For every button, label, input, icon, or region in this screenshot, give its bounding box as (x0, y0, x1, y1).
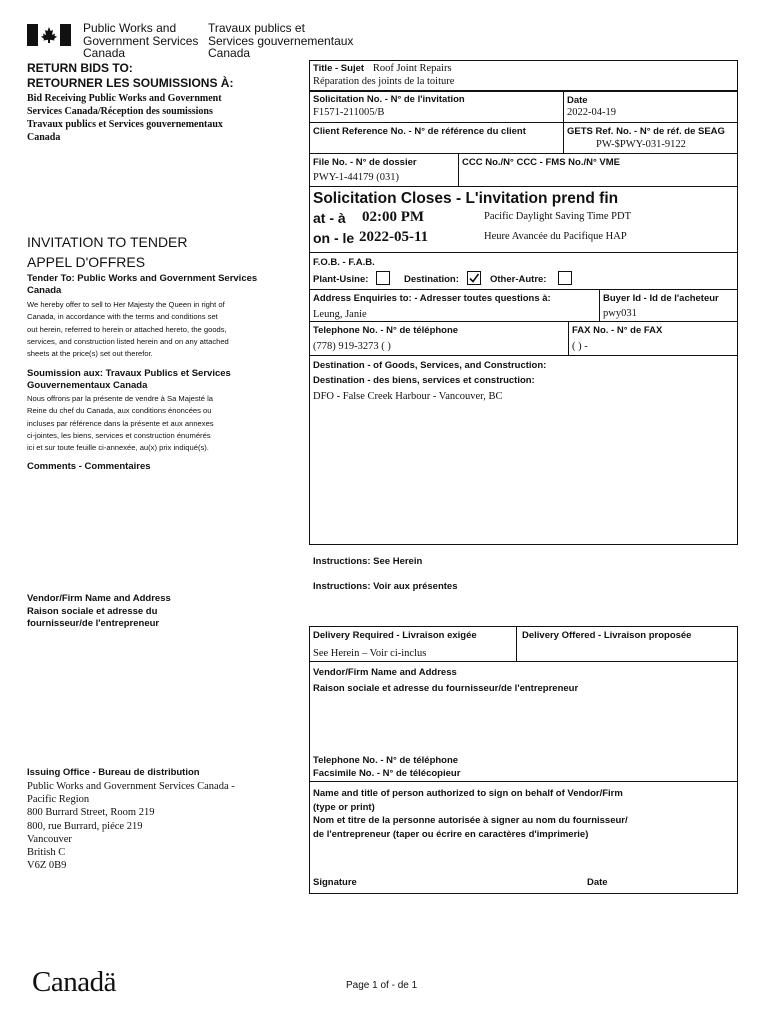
address-enquiries-value: Leung, Janie (313, 309, 367, 320)
gets-label: GETS Ref. No. - N° de réf. de SEAG (567, 126, 725, 137)
file-label: File No. - N° de dossier (313, 157, 417, 168)
checkmark-icon (468, 272, 480, 284)
other-autre-checkbox[interactable] (558, 271, 572, 285)
fax-value: ( ) - (572, 341, 588, 352)
destination-goods-value: DFO - False Creek Harbour - Vancouver, BC (313, 391, 503, 402)
page-number: Page 1 of - de 1 (346, 980, 418, 991)
closes-tz-en: Pacific Daylight Saving Time PDT (484, 211, 631, 222)
issuing-office-address: Public Works and Government Services Canada - Pacific Region 800 Burrard Street, Room 219 800, rue Burrard, piéce 219 Vancouver British C V6Z 0B9 (27, 781, 235, 872)
destination-checkbox[interactable] (467, 271, 481, 285)
solicitation-value: F1571-211005/B (313, 107, 385, 118)
title-label: Title - Sujet (313, 63, 365, 74)
title-value-fr: Réparation des joints de la toiture (313, 76, 455, 87)
date-value: 2022-04-19 (567, 107, 616, 118)
telephone-value: (778) 919-3273 ( ) (313, 341, 391, 352)
destination-goods-label-fr: Destination - des biens, services et construction: (313, 375, 535, 386)
invitation-title: INVITATION TO TENDER APPEL D'OFFRES (27, 234, 188, 270)
destination-goods-label-en: Destination - of Goods, Services, and Construction: (313, 360, 547, 371)
gets-value: PW-$PWY-031-9122 (596, 139, 686, 150)
destination-label: Destination: (404, 274, 459, 285)
plant-usine-label: Plant-Usine: (313, 274, 369, 285)
telephone-label: Telephone No. - N° de téléphone (313, 325, 459, 336)
vendor-label-en: Vendor/Firm Name and Address (313, 667, 457, 678)
closes-time: 02:00 PM (362, 209, 425, 225)
date-label: Date (567, 95, 588, 106)
address-enquiries-label: Address Enquiries to: - Adresser toutes questions à: (313, 293, 551, 304)
tender-to: Tender To: Public Works and Government Services Canada (27, 273, 258, 296)
signature-date-label: Date (587, 877, 608, 888)
buyer-label: Buyer Id - Id de l'acheteur (603, 293, 719, 304)
solicitation-label: Solicitation No. - N° de l'invitation (313, 94, 465, 105)
vendor-left-label: Vendor/Firm Name and Address Raison sociale et adresse du fournisseur/de l'entrepreneur (27, 593, 171, 629)
vendor-phone-label: Telephone No. - N° de téléphone (313, 755, 459, 766)
plant-usine-checkbox[interactable] (376, 271, 390, 285)
other-autre-label: Other-Autre: (490, 274, 547, 285)
issuing-office-label: Issuing Office - Bureau de distribution (27, 767, 200, 778)
file-value: PWY-1-44179 (031) (313, 172, 400, 183)
closes-tz-fr: Heure Avancée du Pacifique HAP (484, 231, 627, 242)
return-bids-address: Bid Receiving Public Works and Government Services Canada/Réception des soumissions Travaux publics et Services gouvernementaux Canada (27, 93, 223, 143)
fax-label: FAX No. - N° de FAX (572, 325, 663, 336)
buyer-value: pwy031 (603, 308, 637, 319)
signature-label: Signature (313, 877, 357, 888)
soumission-body: Nous offrons par la présente de vendre à Sa Majesté la Reine du chef du Canada, aux conditions énoncées ou incluses par référence dans la présente et aux annexes ci-jointes, les biens, services et construction énumérés ici et sur toute feuille ci-annexée, au(x) prix indiqué(s). (27, 394, 214, 453)
return-bids-title: RETURN BIDS TO: RETOURNER LES SOUMISSIONS À: (27, 61, 234, 90)
ccc-label: CCC No./N° CCC - FMS No./N° VME (462, 157, 621, 168)
instructions-en: Instructions: See Herein (313, 556, 423, 567)
department-name-fr: Travaux publics et Services gouvernementaux Canada (208, 21, 354, 60)
tender-body: We hereby offer to sell to Her Majesty the Queen in right of Canada, in accordance with the terms and conditions set out herein, referred to herein or attached hereto, the goods, services, and construction listed herein and on any attached sheets at the price(s) set out therefor. (27, 300, 229, 359)
instructions-fr: Instructions: Voir aux présentes (313, 581, 458, 592)
vendor-fax-label: Facsimile No. - N° de télécopieur (313, 768, 461, 779)
closes-title: Solicitation Closes - L'invitation prend fin (313, 190, 619, 207)
canada-flag-icon (27, 24, 71, 46)
canada-wordmark-logo: Canadä (32, 966, 116, 998)
soumission-aux: Soumission aux: Travaux Publics et Services Gouvernementaux Canada (27, 368, 231, 391)
delivery-required-value: See Herein – Voir ci-inclus (313, 648, 427, 659)
title-value: Roof Joint Repairs (372, 63, 452, 74)
comments-label: Comments - Commentaires (27, 461, 151, 472)
closes-at-label: at - à (313, 210, 346, 226)
fob-label: F.O.B. - F.A.B. (313, 257, 375, 268)
signer-label: Name and title of person authorized to sign on behalf of Vendor/Firm (type or print) Nom et titre de la personne autorisée à signer au nom du fournisseur/ de l'entrepreneur (taper ou écrire en caractères d'imprimerie) (313, 788, 628, 840)
delivery-offered-label: Delivery Offered - Livraison proposée (522, 630, 692, 641)
closes-date: 2022-05-11 (359, 229, 429, 245)
client-ref-label: Client Reference No. - N° de référence du client (313, 126, 526, 137)
vendor-label-fr: Raison sociale et adresse du fournisseur/de l'entrepreneur (313, 683, 579, 694)
delivery-required-label: Delivery Required - Livraison exigée (313, 630, 477, 641)
department-name-en: Public Works and Government Services Canada (83, 21, 199, 60)
closes-on-label: on - le (313, 230, 355, 246)
